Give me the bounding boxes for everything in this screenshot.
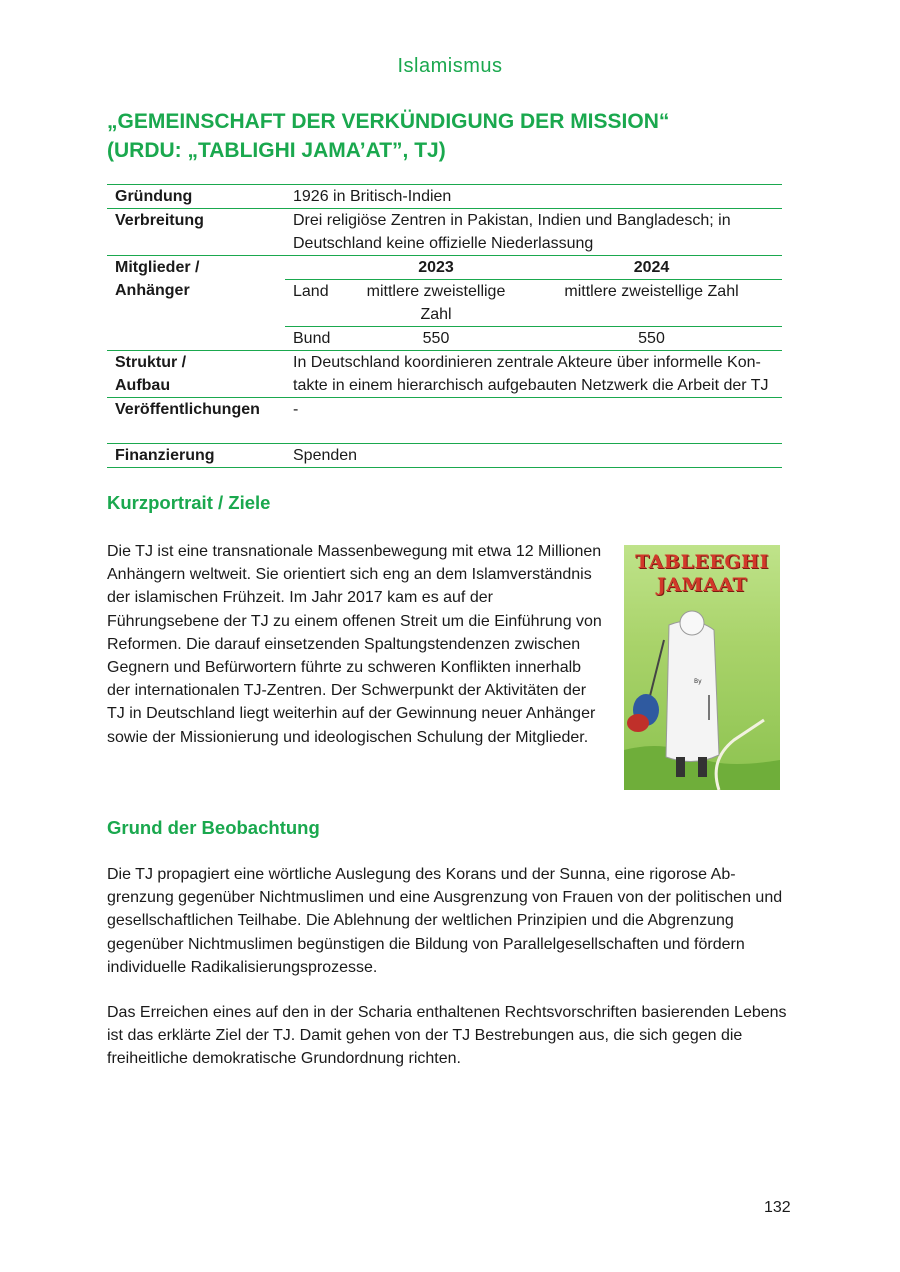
- year-2024: 2024: [633, 259, 670, 276]
- observation-heading: Grund der Beobachtung: [107, 817, 320, 838]
- facts-value: -: [285, 398, 782, 444]
- facts-row-spread: [107, 209, 782, 256]
- cover-title: [624, 551, 780, 597]
- members-label-line-2: Anhänger: [115, 282, 190, 299]
- section-header: Islamismus: [397, 55, 503, 77]
- title-line-2: (URDU: „TABLIGHI JAMA’AT”, TJ): [107, 139, 446, 162]
- facts-row-publications: [107, 398, 782, 444]
- svg-text:By: By: [694, 678, 702, 685]
- facts-row-founding: [107, 185, 782, 209]
- structure-label-line-1: Struktur /: [115, 354, 187, 371]
- members-label-line-1: Mitglieder /: [115, 259, 200, 276]
- members-year-row: [285, 256, 782, 280]
- observation-paragraph-1: Die TJ propagiert eine wörtliche Auslegung des Korans und der Sunna, eine rigorose Abgrenzung gegenüber Nichtmuslimen und eine Ausgrenzung von Frauen von der politischen und gesellschaftlichen Teilhabe. Die Ablehnung der weltlichen Prinzipien und die Abgrenzung gegenüber Nichtmuslimen begünstigen die Bildung von Parallelgesellschaften und fördern individuelle Radikalisierungsprozesse.: [107, 866, 783, 976]
- facts-label: [107, 351, 285, 398]
- facts-label: Finanzierung: [107, 444, 285, 468]
- structure-label-line-2: Aufbau: [115, 377, 171, 394]
- facts-value: 1926 in Britisch-Indien: [285, 185, 782, 209]
- facts-row-members: [107, 256, 782, 351]
- members-subtable-cell: [285, 256, 782, 351]
- members-subtable: [285, 256, 782, 350]
- facts-row-structure: [107, 351, 782, 398]
- title-line-1: „GEMEINSCHAFT DER VERKÜNDIGUNG DER MISSION“: [107, 110, 670, 133]
- cover-title-line-2: JAMAAT: [656, 574, 748, 596]
- portrait-heading: Kurzportrait / Ziele: [107, 492, 271, 513]
- page-number: 132: [764, 1199, 791, 1216]
- members-row-bund: [285, 327, 782, 351]
- cover-title-line-1: TABLEEGHI: [635, 551, 769, 573]
- facts-value: Drei religiöse Zentren in Pakistan, Indien und Bangladesch; in Deutschland keine offizielle Niederlassung: [285, 209, 782, 256]
- facts-row-financing: [107, 444, 782, 468]
- members-value: mittlere zweistellige Zahl: [521, 280, 782, 327]
- facts-table: [107, 184, 782, 468]
- members-value: 550: [351, 327, 521, 351]
- members-value: mittlere zweistellige Zahl: [351, 280, 521, 327]
- members-scope: Bund: [285, 327, 351, 351]
- facts-label: [107, 256, 285, 351]
- facts-label: Veröffentlichungen: [107, 398, 285, 444]
- facts-label: Gründung: [107, 185, 285, 209]
- year-2023: 2023: [418, 259, 454, 276]
- observation-paragraph-2: Das Erreichen eines auf den in der Scharia enthaltenen Rechtsvorschriften basierenden Lebens ist das erklärte Ziel der TJ. Damit gehen von der TJ Bestrebungen aus, die sich gegen die freiheitliche demokratische Grundordnung richten.: [107, 1004, 787, 1068]
- book-cover-image: [624, 545, 780, 790]
- portrait-text: Die TJ ist eine transnationale Massenbewegung mit etwa 12 Millionen Anhängern weltweit. Sie orientiert sich eng an dem Islamverständnis der islamischen Frühzeit. Im Jahr 2017 kam es auf der Führungsebene der TJ zu einem offenen Streit um die Einführung von Reformen. Die darauf einsetzenden Spaltungstendenzen zwischen Gegnern und Befürwortern führte zu schweren Konflikten innerhalb der internationalen TJ-Zentren. Der Schwerpunkt der Aktivitäten der TJ in Deutschland liegt weiterhin auf der Gewinnung neuer Anhänger sowie der Missionierung und ideologischen Schulung der Mitglieder.: [107, 543, 602, 746]
- page-title: [107, 107, 807, 165]
- facts-label: Verbreitung: [107, 209, 285, 256]
- members-scope: Land: [285, 280, 351, 327]
- facts-value: Spenden: [285, 444, 782, 468]
- members-row-land: [285, 280, 782, 327]
- members-value: 550: [521, 327, 782, 351]
- facts-value: In Deutschland koordinieren zentrale Akteure über informelle Kontakte in einem hierarchisch aufgebauten Netzwerk die Arbeit der TJ: [285, 351, 782, 398]
